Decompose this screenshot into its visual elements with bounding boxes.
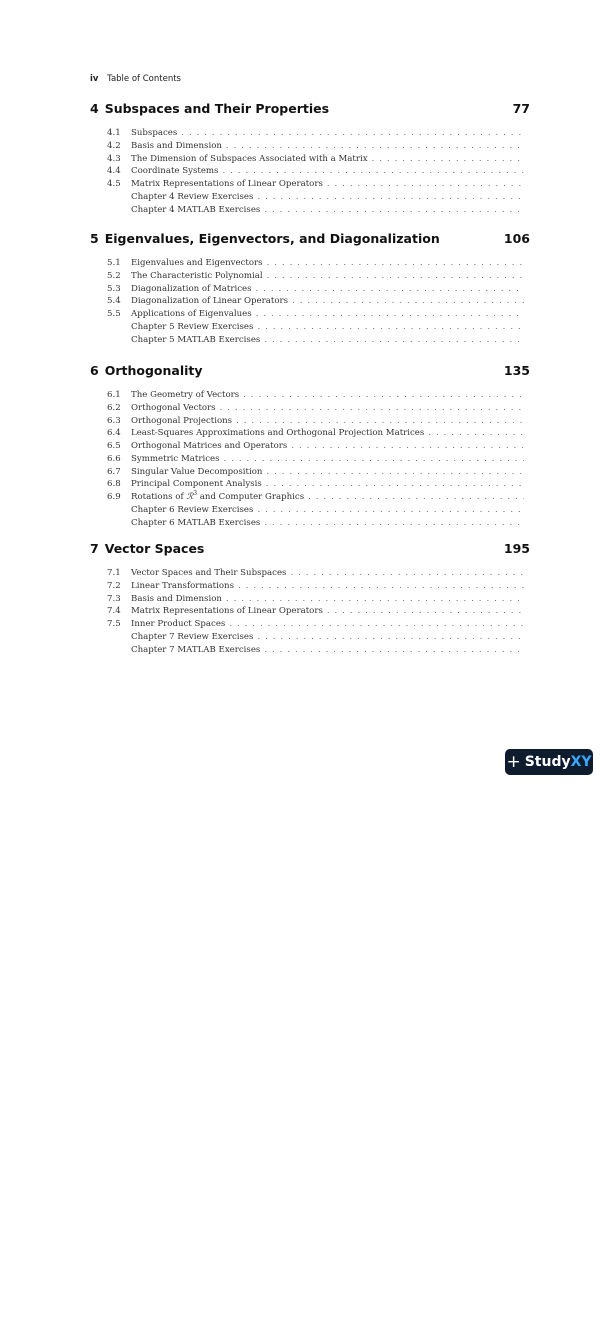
section-number: 4.4 [107,166,121,177]
studyxy-logo[interactable] [505,749,593,775]
plus-icon: + [506,751,521,772]
entry-title: Chapter 5 Review Exercises [131,321,254,332]
running-head [90,74,181,84]
toc-entry[interactable] [90,645,530,658]
entry-title: Subspaces [131,128,178,138]
entry-title: Coordinate Systems [131,166,219,177]
entry-title: Diagonalization of Matrices [131,283,252,294]
section-number: 6.6 [107,453,121,464]
section-number: 4.5 [107,179,121,189]
entry-title: Linear Transformations [131,580,235,591]
math-superscript: 3 [193,490,198,498]
entry-title: Chapter 5 MATLAB Exercises [131,334,261,345]
entry-title: Least-Squares Approximations and Orthogonal Projection Matrices [131,428,425,439]
section-number: 6.3 [107,415,121,426]
entry-title: Basis and Dimension [131,140,222,151]
section-number: 5.4 [107,296,121,307]
section-number: 4.3 [107,153,121,164]
entry-title: Chapter 4 Review Exercises [131,191,254,202]
section-number: 7.1 [107,568,121,578]
entry-title: Orthogonal Projections [131,415,233,426]
chapter-4 [90,101,530,217]
section-list [90,258,530,347]
logo-text-accent: XY [570,754,592,770]
section-number: 6.2 [107,402,121,413]
section-number: 6.5 [107,441,121,451]
section-number: 6.1 [107,390,121,400]
section-number: 6.4 [107,428,121,439]
section-number: 6.7 [107,466,121,477]
logo-text-main: Study [524,754,571,770]
section-number: 5.1 [107,258,121,268]
toc-entry[interactable] [90,518,530,531]
entry-title: Chapter 7 MATLAB Exercises [131,644,261,655]
entry-title: Chapter 6 MATLAB Exercises [131,517,261,528]
chapter-number: 4 [90,101,99,116]
section-number: 5.2 [107,270,121,281]
entry-title: Orthogonal Vectors [131,402,216,413]
chapter-number: 6 [90,363,99,378]
toc-entry[interactable] [90,335,530,348]
chapter-page: 106 [503,231,530,246]
page-number: iv [90,74,99,84]
section-number: 7.4 [107,606,121,617]
entry-title: Diagonalization of Linear Operators [131,296,289,307]
entry-title: Chapter 7 Review Exercises [131,631,254,642]
section-list [90,128,530,217]
chapter-number: 5 [90,231,99,246]
section-number: 4.1 [107,128,121,138]
chapter-5 [90,231,530,347]
entry-title: The Dimension of Subspaces Associated with a Matrix [131,153,368,164]
entry-title: Vector Spaces and Their Subspaces [131,568,287,578]
entry-title: Eigenvalues and Eigenvectors [131,258,263,268]
chapter-number: 7 [90,541,99,556]
section-number: 7.2 [107,580,121,591]
section-number: 7.5 [107,619,121,629]
toc-entry[interactable] [90,205,530,218]
entry-title-part: Rotations of [131,492,187,502]
section-list [90,390,530,530]
entry-title: The Characteristic Polynomial [131,270,263,281]
entry-title: Applications of Eigenvalues [131,309,252,319]
entry-title: Matrix Representations of Linear Operators [131,606,323,617]
chapter-title-text: Orthogonality [104,363,203,378]
math-symbol: ℛ [186,492,194,502]
running-head-text: Table of Contents [107,74,181,84]
chapter-6 [90,363,530,530]
entry-title: Principal Component Analysis [131,479,262,490]
chapter-title-text: Vector Spaces [104,541,205,556]
chapter-title-text: Eigenvalues, Eigenvectors, and Diagonalization [104,231,440,246]
entry-title: Orthogonal Matrices and Operators [131,441,288,451]
section-number: 7.3 [107,593,121,604]
section-number: 5.3 [107,283,121,294]
section-number: 6.9 [107,492,121,502]
chapter-title-text: Subspaces and Their Properties [104,101,330,116]
section-number: 6.8 [107,479,121,490]
entry-title: Inner Product Spaces [131,619,226,629]
entry-title-part: and Computer Graphics [197,492,305,502]
entry-title: Singular Value Decomposition [131,466,263,477]
chapter-page: 77 [512,101,530,116]
chapter-page: 135 [503,363,530,378]
entry-title: Chapter 6 Review Exercises [131,504,254,515]
section-number: 5.5 [107,309,121,319]
entry-title: Basis and Dimension [131,593,222,604]
entry-title: Matrix Representations of Linear Operators [131,179,323,189]
entry-title: Symmetric Matrices [131,453,220,464]
chapter-page: 195 [503,541,530,556]
entry-title: Chapter 4 MATLAB Exercises [131,204,261,215]
entry-page [90,541,612,1333]
section-list [90,568,530,657]
chapter-7 [90,541,530,657]
entry-title: The Geometry of Vectors [131,390,240,400]
section-number: 4.2 [107,140,121,151]
